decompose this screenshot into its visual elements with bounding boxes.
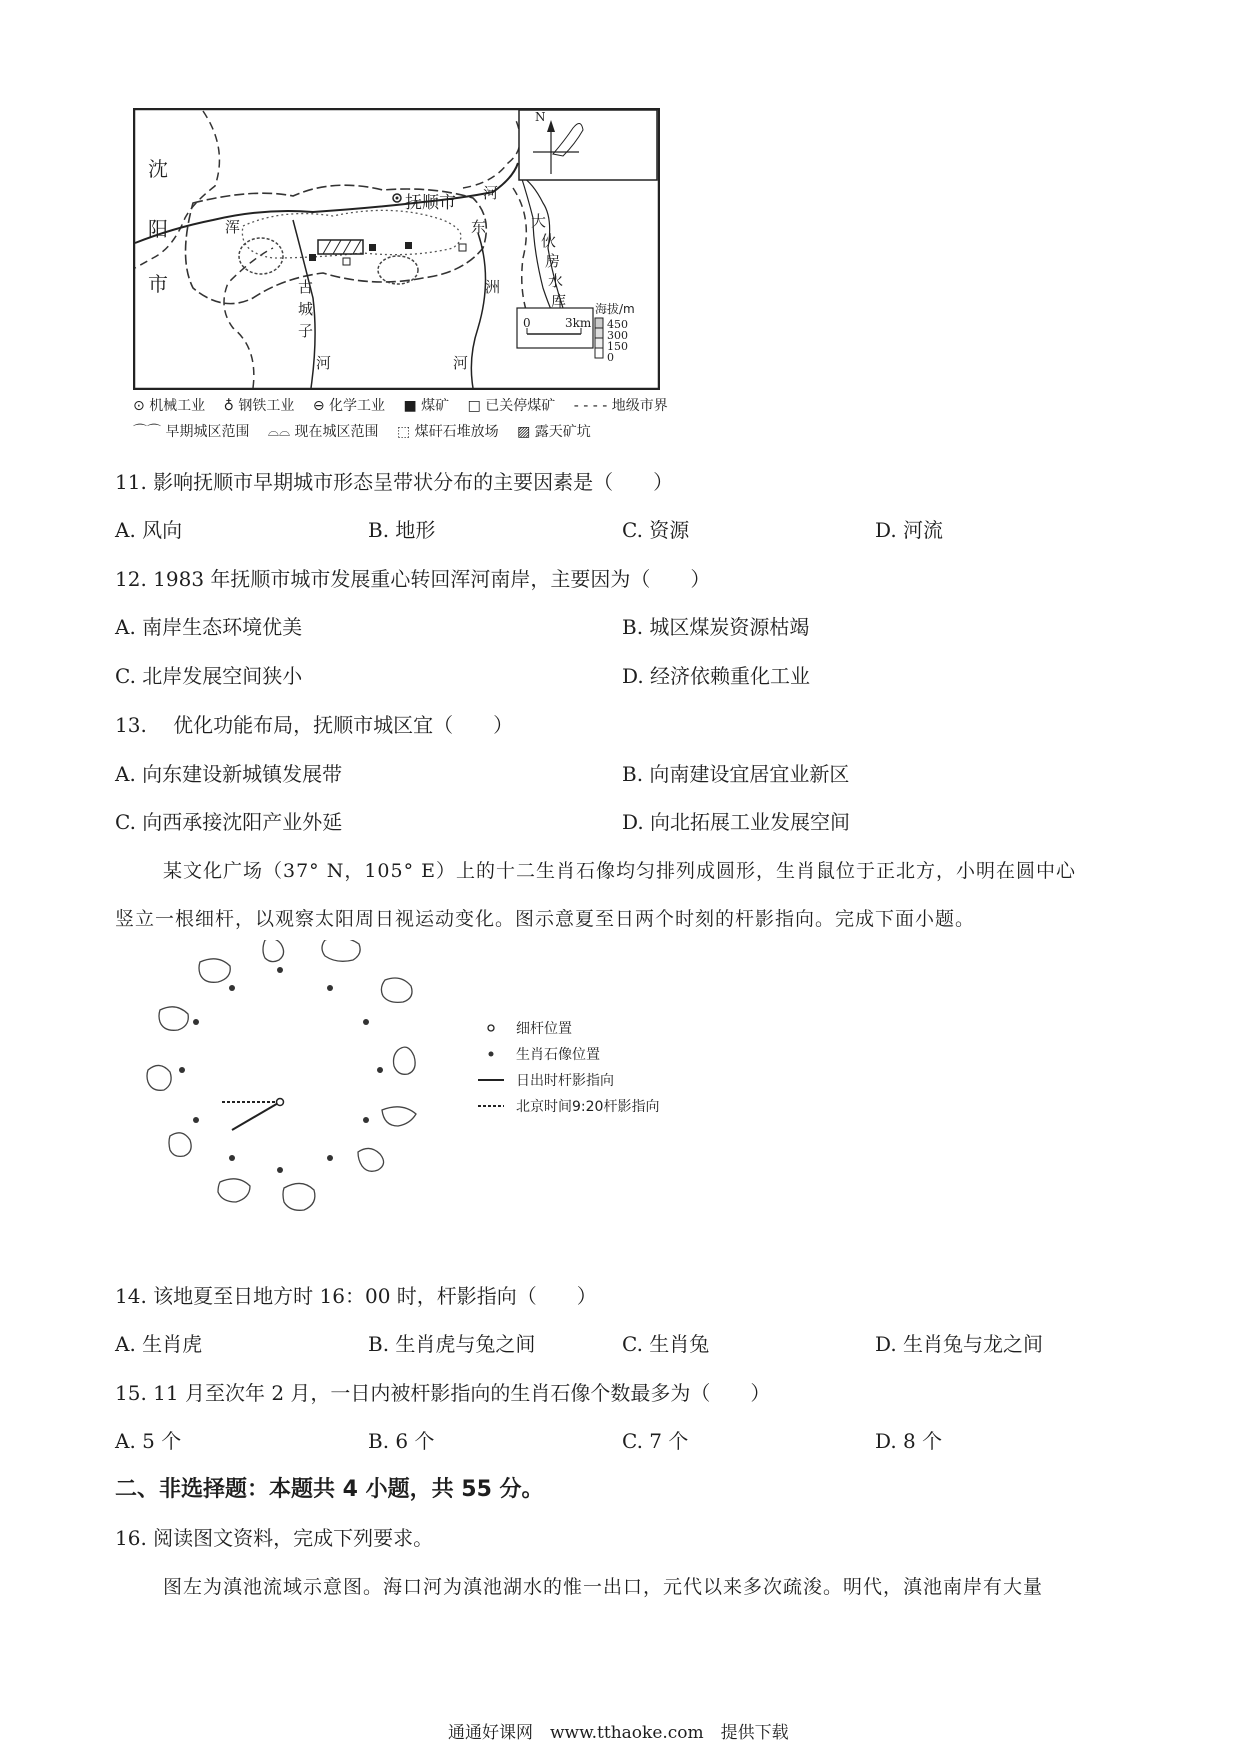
pole-position [277, 1099, 284, 1106]
q16-stem: 16. 阅读图文资料，完成下列要求。 [115, 1526, 434, 1550]
statue-dot [179, 1067, 185, 1073]
statue-dot [229, 1155, 235, 1161]
map-label-he: 河 [483, 184, 499, 202]
q13-option-c[interactable]: C. 向西承接沈阳产业外延 [115, 810, 343, 834]
altitude-0: 0 [607, 351, 614, 364]
altitude-150: 150 [607, 340, 628, 353]
rat-sketch [263, 940, 284, 962]
q15-option-b[interactable]: B. 6 个 [368, 1429, 435, 1453]
altitude-title: 海拔/m [595, 302, 635, 316]
q11-stem: 11. 影响抚顺市早期城市形态呈带状分布的主要因素是（ ） [115, 470, 674, 494]
fushun-map [133, 108, 660, 390]
map-label-cheng: 城 [298, 300, 314, 318]
map-label-hun: 浑 [225, 218, 241, 236]
statue-dot [193, 1117, 199, 1123]
dog-sketch [159, 1007, 188, 1031]
open-pit-icon: ▨ [517, 424, 531, 440]
sunrise-shadow-line [232, 1102, 280, 1130]
statue-dot [363, 1117, 369, 1123]
map-label-fang: 房 [545, 252, 561, 270]
altitude-450: 450 [607, 318, 628, 331]
q14-option-d[interactable]: D. 生肖兔与龙之间 [875, 1332, 1044, 1356]
map-label-yang: 阳 [148, 217, 168, 241]
map-label-shen: 沈 [148, 157, 168, 181]
map-label-shi: 市 [148, 272, 168, 296]
q14-option-c[interactable]: C. 生肖兔 [622, 1332, 710, 1356]
statue-dot [277, 967, 283, 973]
map-label-shui: 水 [548, 272, 564, 290]
legend-pole: 细杆位置 [516, 1021, 572, 1037]
chemical-icon: ⊖ [312, 398, 325, 414]
q11-option-d[interactable]: D. 河流 [875, 518, 944, 542]
gangue-icon: ⬚ [396, 424, 411, 440]
coal-mine-icon: ■ [403, 398, 417, 414]
statue-dot [277, 1167, 283, 1173]
map-label-zi: 子 [298, 322, 314, 340]
dragon-sketch [382, 1107, 416, 1126]
legend-sunrise: 日出时杆影指向 [516, 1073, 614, 1089]
statue-dot [229, 985, 235, 991]
map-legend-row-2: ⌒⌒ 早期城区范围 ⌓⌓ 现在城区范围 ⬚ 煤矸石堆放场 ▨ 露天矿坑 [133, 424, 591, 440]
goat-sketch [218, 1179, 250, 1202]
q14-option-a[interactable]: A. 生肖虎 [115, 1332, 203, 1356]
q12-option-d[interactable]: D. 经济依赖重化工业 [622, 664, 811, 688]
map-label-zhou: 洲 [485, 278, 501, 296]
statue-dot [327, 1155, 333, 1161]
q15-option-a[interactable]: A. 5 个 [115, 1429, 182, 1453]
coal-mine [405, 242, 412, 249]
rabbit-sketch [394, 1047, 416, 1074]
q13-option-d[interactable]: D. 向北拓展工业发展空间 [622, 810, 851, 834]
q13-option-b[interactable]: B. 向南建设宜居宜业新区 [622, 762, 850, 786]
page-footer: 通通好课网 www.tthaoke.com 提供下载 [448, 1723, 789, 1743]
q12-option-b[interactable]: B. 城区煤炭资源枯竭 [622, 615, 810, 639]
boundary-line-icon: - - - - [573, 398, 608, 414]
map-legend-row-1: ⊙ 机械工业 ♁ 钢铁工业 ⊖ 化学工业 ■ 煤矿 □ 已关停煤矿 - - - - 地级市界 [133, 398, 668, 414]
map-label-he-2: 河 [316, 354, 332, 372]
zodiac-figure [120, 940, 700, 1255]
altitude-300: 300 [607, 329, 628, 342]
map-label-fushun: 抚顺市 [405, 193, 456, 213]
q15-option-d[interactable]: D. 8 个 [875, 1429, 943, 1453]
q14-option-b[interactable]: B. 生肖虎与兔之间 [368, 1332, 536, 1356]
map-label-he-3: 河 [453, 354, 469, 372]
statue-dot [193, 1019, 199, 1025]
north-arrow-label: N [535, 110, 546, 124]
legend-statue: 生肖石像位置 [516, 1047, 600, 1063]
coal-mine [369, 244, 376, 251]
early-range-icon: ⌒⌒ [133, 424, 161, 440]
monkey-sketch [169, 1133, 191, 1157]
horse-sketch [283, 1183, 315, 1210]
intro-line-1: 某文化广场（37° N，105° E）上的十二生肖石像均匀排列成圆形，生肖鼠位于正北方，小明在圆中心 [163, 860, 1077, 882]
ox-sketch [322, 940, 360, 961]
intro-line-2: 竖立一根细杆，以观察太阳周日视运动变化。图示意夏至日两个时刻的杆影指向。完成下面小题。 [115, 908, 976, 930]
legend-920: 北京时间9:20杆影指向 [516, 1099, 660, 1115]
q11-option-a[interactable]: A. 风向 [115, 518, 183, 542]
q12-option-a[interactable]: A. 南岸生态环境优美 [115, 615, 303, 639]
q13-option-a[interactable]: A. 向东建设新城镇发展带 [115, 762, 343, 786]
q15-stem: 15. 11 月至次年 2 月，一日内被杆影指向的生肖石像个数最多为（ ） [115, 1381, 771, 1405]
q12-stem: 12. 1983 年抚顺市城市发展重心转回浑河南岸，主要因为（ ） [115, 567, 711, 591]
scale-zero: 0 [523, 316, 531, 330]
statue-dot [327, 985, 333, 991]
pig-sketch [199, 959, 230, 983]
machinery-icon: ⊙ [133, 398, 145, 414]
q12-option-c[interactable]: C. 北岸发展空间狭小 [115, 664, 303, 688]
q16-paragraph: 图左为滇池流域示意图。海口河为滇池湖水的惟一出口，元代以来多次疏浚。明代，滇池南岸有大量 [163, 1576, 1044, 1598]
statue-dot [363, 1019, 369, 1025]
map-label-dong: 东 [471, 218, 487, 236]
section-2-heading: 二、非选择题：本题共 4 小题，共 55 分。 [115, 1477, 544, 1502]
map-label-da: 大 [531, 212, 547, 230]
map-label-huo: 伙 [541, 232, 557, 250]
q11-option-b[interactable]: B. 地形 [368, 518, 436, 542]
statue-dot [377, 1067, 383, 1073]
q15-option-c[interactable]: C. 7 个 [622, 1429, 689, 1453]
map-label-ku: 库 [551, 292, 567, 310]
closed-mine-icon: □ [467, 398, 481, 414]
coal-mine [309, 254, 316, 261]
q11-option-c[interactable]: C. 资源 [622, 518, 690, 542]
q13-stem: 13. 优化功能布局，抚顺市城区宜（ ） [115, 713, 514, 737]
map-label-gu: 古 [298, 278, 314, 296]
tiger-sketch [381, 978, 412, 1002]
rooster-sketch [147, 1065, 171, 1090]
current-range-icon: ⌓⌓ [267, 424, 291, 440]
steel-icon: ♁ [223, 398, 234, 414]
q14-stem: 14. 该地夏至日地方时 16：00 时，杆影指向（ ） [115, 1284, 597, 1308]
scale-3km: 3km [565, 316, 592, 330]
snake-sketch [358, 1148, 384, 1171]
